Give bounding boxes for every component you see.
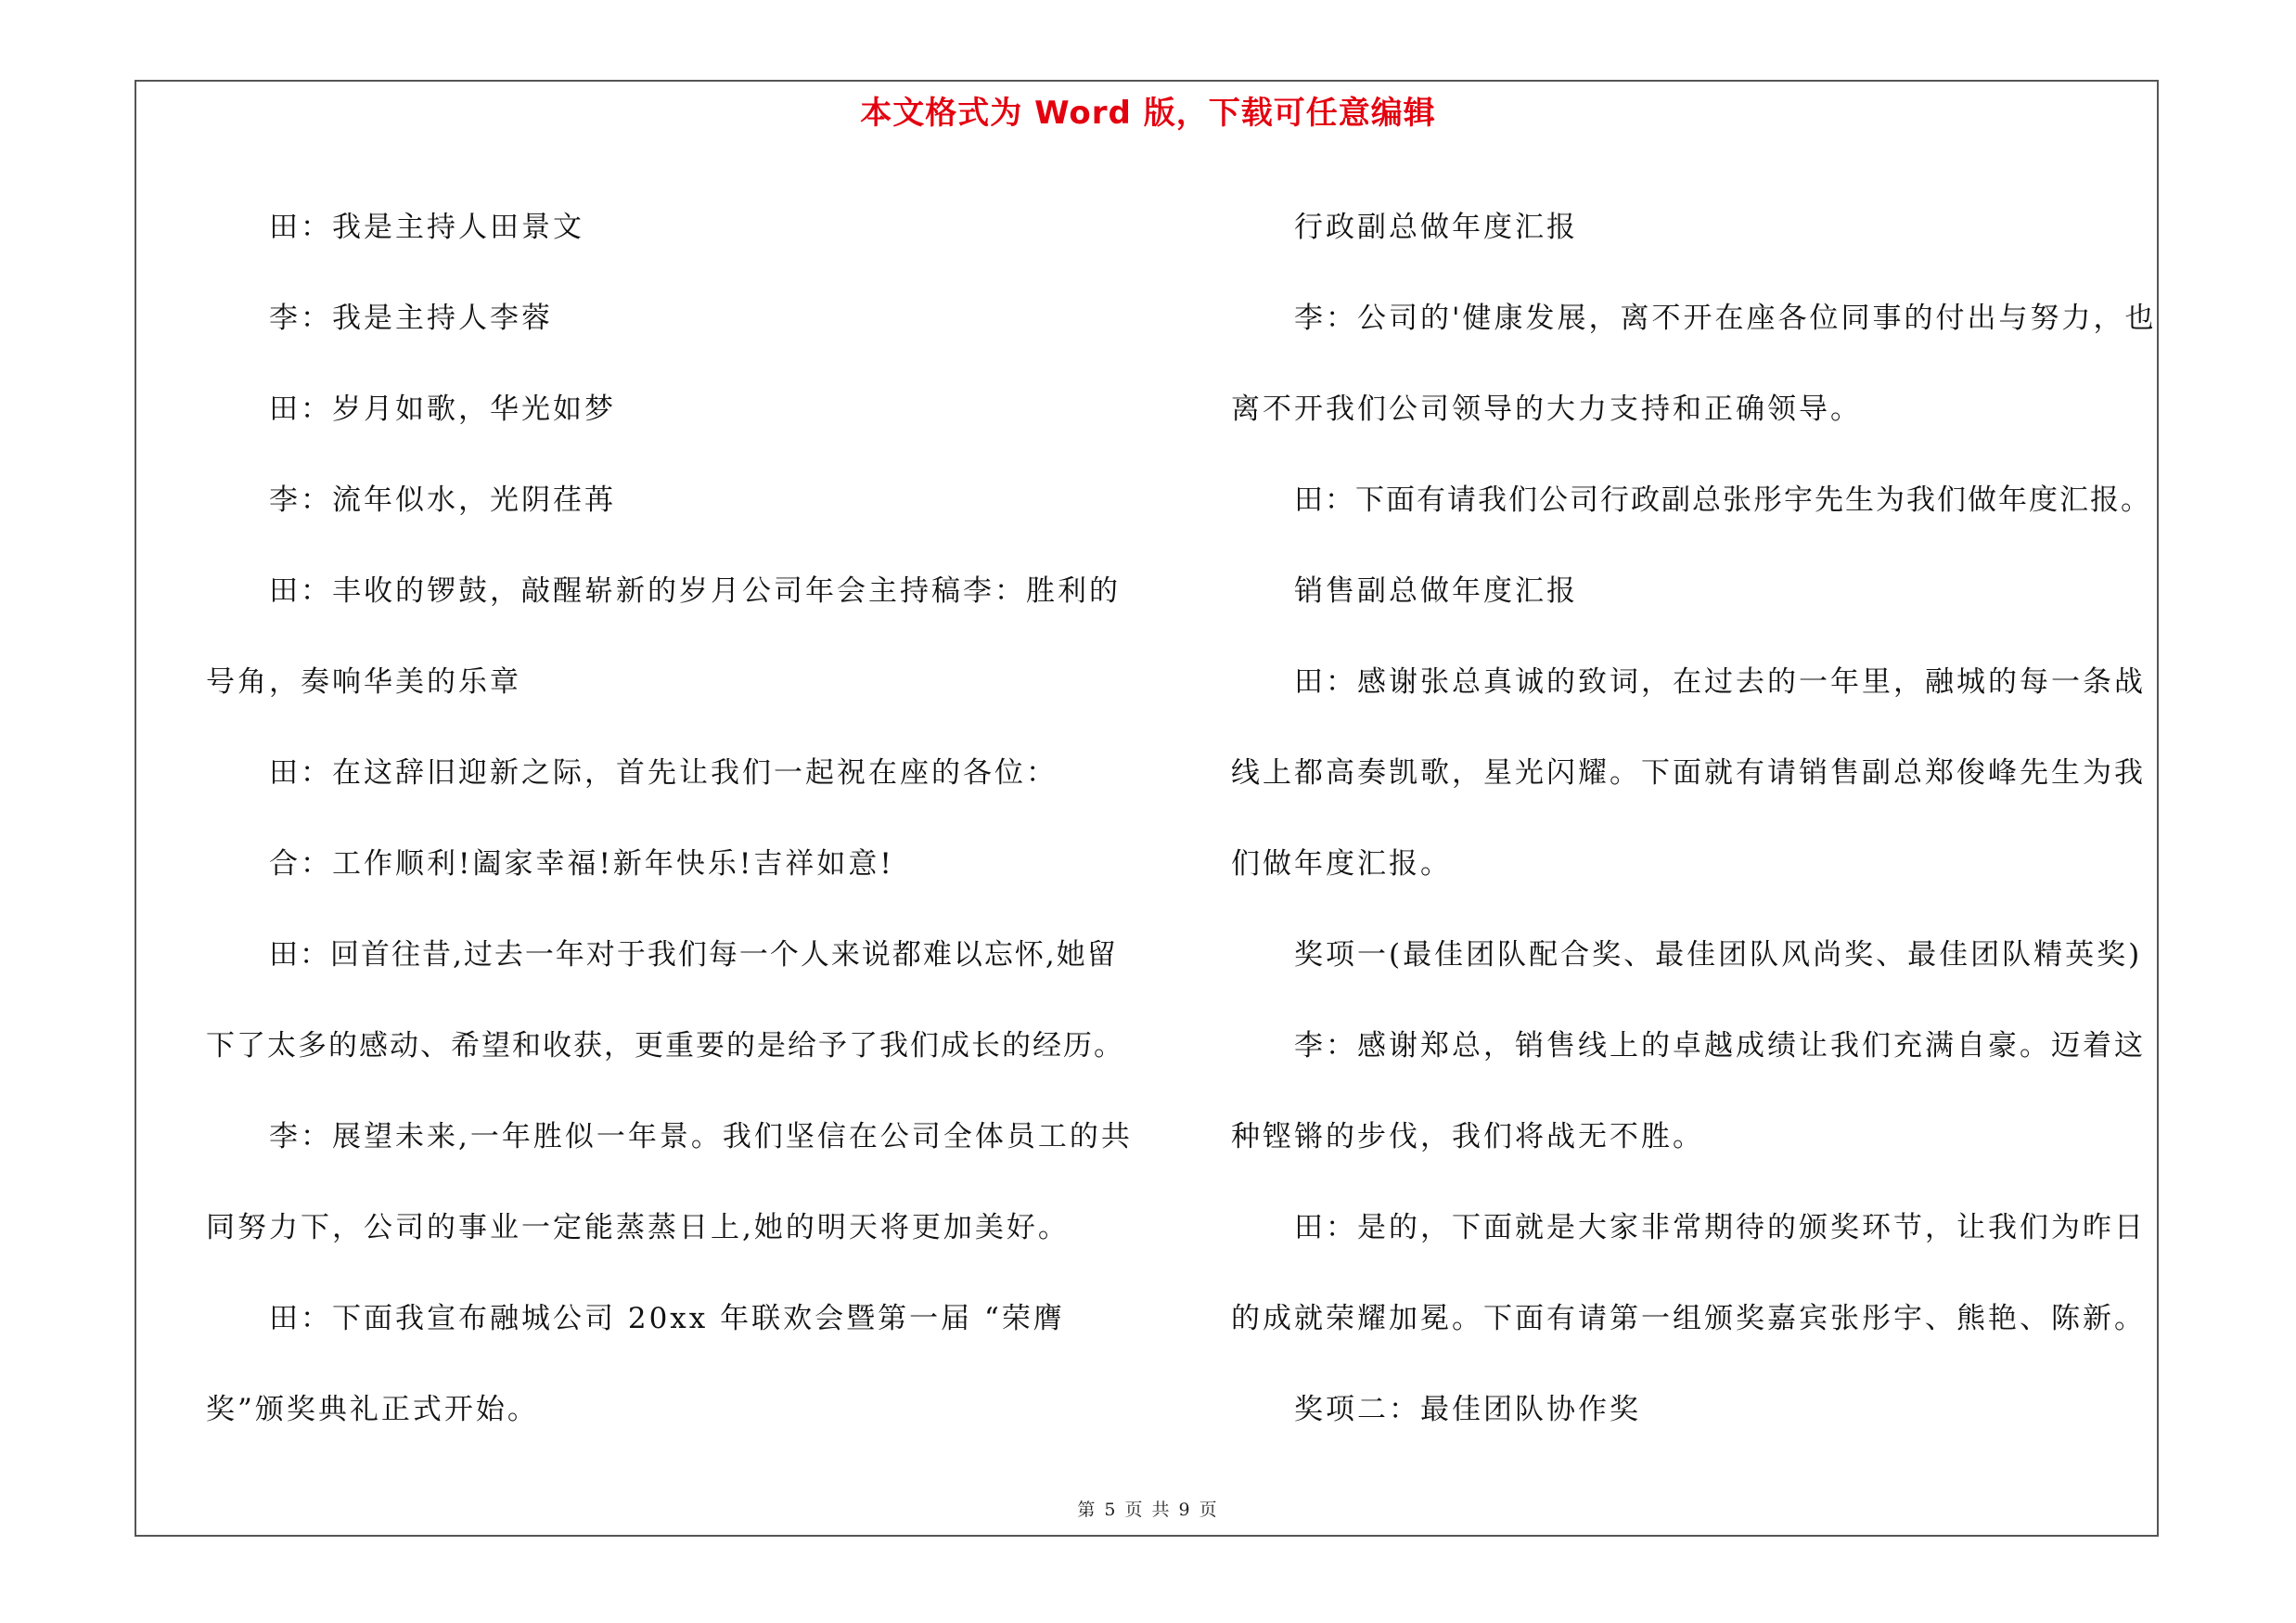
paragraph: 李：公司的'健康发展，离不开在座各位同事的付出与努力，也离不开我们公司领导的大力支持和正确领导。 (1231, 302, 2157, 426)
paragraph: 李：感谢郑总，销售线上的卓越成绩让我们充满自豪。迈着这种铿锵的步伐，我们将战无不胜。 (1231, 1029, 2146, 1153)
paragraph: 奖项一(最佳团队配合奖、最佳团队风尚奖、最佳团队精英奖) (1294, 938, 2143, 972)
paragraph: 田：感谢张总真诚的致词，在过去的一年里，融城的每一条战线上都高奏凯歌，星光闪耀。下面就有请销售副总郑俊峰先生为我们做年度汇报。 (1231, 665, 2146, 881)
format-banner: 本文格式为 Word 版，下载可任意编辑 (860, 95, 1436, 132)
paragraph: 田：回首往昔,过去一年对于我们每一个人来说都难以忘怀,她留下了太多的感动、希望和收获，更重要的是给予了我们成长的经历。 (206, 938, 1124, 1063)
paragraph: 奖项二：最佳团队协作奖 (1294, 1393, 1641, 1426)
paragraph: 田：在这辞旧迎新之际，首先让我们一起祝在座的各位： (269, 756, 1058, 790)
paragraph: 田：丰收的锣鼓，敲醒崭新的岁月公司年会主持稿李：胜利的号角，奏响华美的乐章 (206, 574, 1121, 699)
paragraph: 行政副总做年度汇报 (1294, 211, 1578, 244)
paragraph: 李：展望未来,一年胜似一年景。我们坚信在公司全体员工的共同努力下，公司的事业一定能蒸蒸日上,她的明天将更加美好。 (206, 1120, 1133, 1244)
right-column (1231, 182, 2168, 1455)
left-column (206, 182, 1143, 1455)
paragraph: 李：我是主持人李蓉 (269, 302, 553, 335)
paragraph: 合：工作顺利!阖家幸福!新年快乐!吉祥如意! (269, 847, 894, 881)
paragraph: 田：下面我宣布融城公司 20xx 年联欢会暨第一届 “荣膺奖”颁奖典礼正式开始。 (206, 1302, 1065, 1426)
page-number-footer: 第 5 页 共 9 页 (1077, 1500, 1219, 1520)
paragraph: 田：下面有请我们公司行政副总张彤宇先生为我们做年度汇报。 (1294, 483, 2151, 517)
paragraph: 田：是的，下面就是大家非常期待的颁奖环节，让我们为昨日的成就荣耀加冕。下面有请第一组颁奖嘉宾张彤宇、熊艳、陈新。 (1231, 1211, 2146, 1335)
paragraph: 田：岁月如歌，华光如梦 (269, 393, 616, 426)
paragraph: 李：流年似水，光阴荏苒 (269, 483, 616, 517)
paragraph: 田：我是主持人田景文 (269, 211, 584, 244)
paragraph: 销售副总做年度汇报 (1294, 574, 1578, 608)
